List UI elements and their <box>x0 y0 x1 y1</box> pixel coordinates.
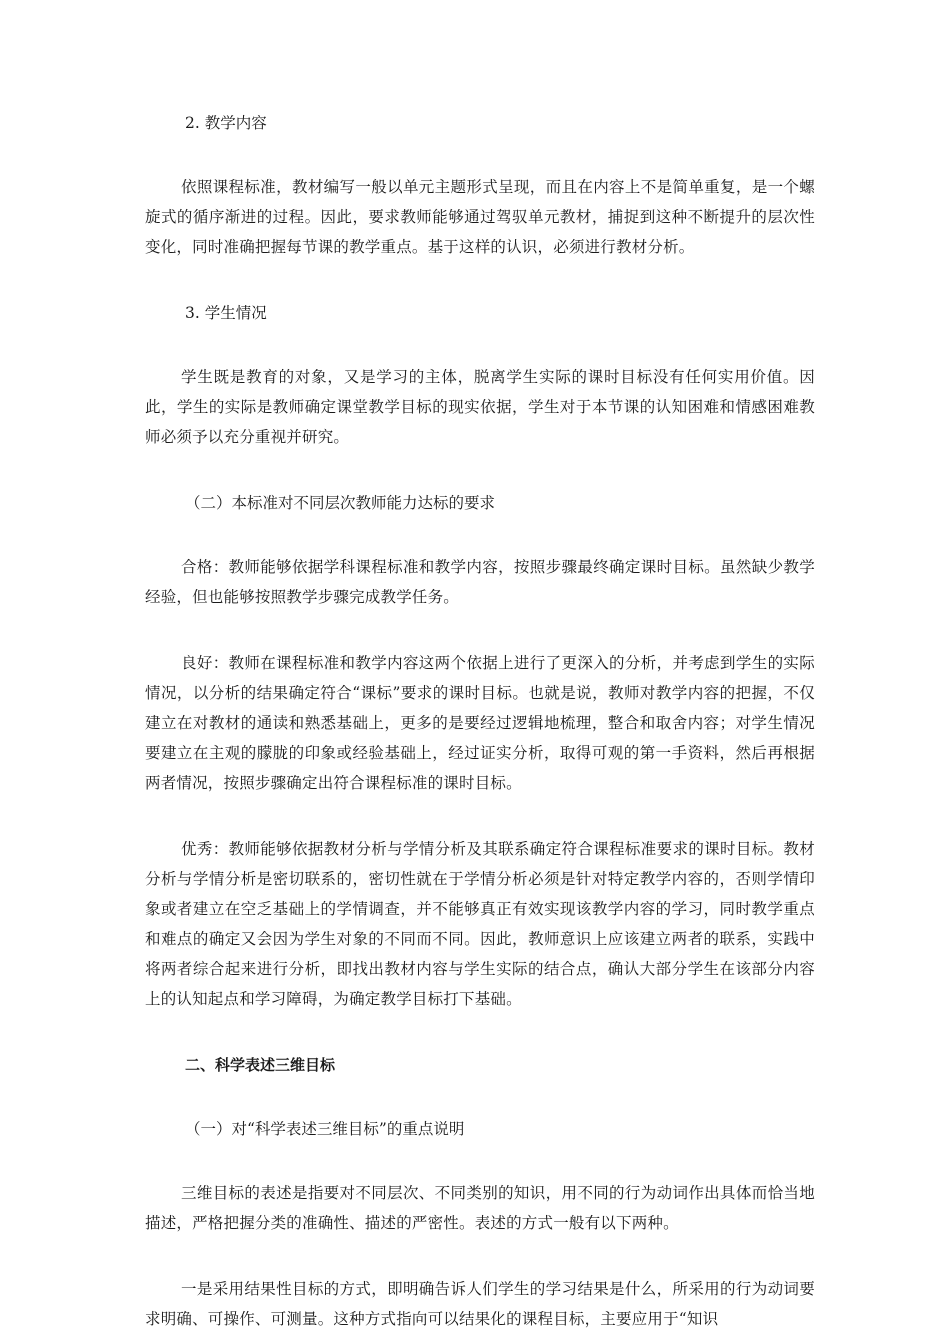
paragraph-method-one: 一是采用结果性目标的方式，即明确告诉人们学生的学习结果是什么，所采用的行为动词要求明确、可操作、可测量。这种方式指向可以结果化的课程目标，主要应用于“知识 <box>145 1280 815 1328</box>
document-body <box>145 108 815 1334</box>
paragraph-student-situation: 学生既是教育的对象，又是学习的主体，脱离学生实际的课时目标没有任何实用价值。因此，学生的实际是教师确定课堂教学目标的现实依据，学生对于本节课的认知困难和情感困难教师必须予以充分重视并研究。 <box>145 368 815 446</box>
paragraph-level-pass: 合格：教师能够依据学科课程标准和教学内容，按照步骤最终确定课时目标。虽然缺少教学经验，但也能够按照教学步骤完成教学任务。 <box>145 558 815 606</box>
heading-three-dimensional-goals: 二、科学表述三维目标 <box>185 1056 336 1074</box>
heading-level-requirements: （二）本标准对不同层次教师能力达标的要求 <box>185 494 496 512</box>
paragraph-level-excellent: 优秀：教师能够依据教材分析与学情分析及其联系确定符合课程标准要求的课时目标。教材分析与学情分析是密切联系的，密切性就在于学情分析必须是针对特定教学内容的，否则学情印象或者建立在空乏基础上的学情调查，并不能够真正有效实现该教学内容的学习，同时教学重点和难点的确定又会因为学生对象的不同而不同。因此，教师意识上应该建立两者的联系，实践中将两者综合起来进行分析，即找出教材内容与学生实际的结合点，确认大部分学生在该部分内容上的认知起点和学习障碍，为确定教学目标打下基础。 <box>145 840 815 1008</box>
heading-goals-key-points: （一）对“科学表述三维目标”的重点说明 <box>185 1120 465 1138</box>
heading-teaching-content: 2. 教学内容 <box>185 114 267 132</box>
paragraph-teaching-content: 依照课程标准，教材编写一般以单元主题形式呈现，而且在内容上不是简单重复，是一个螺旋式的循序渐进的过程。因此，要求教师能够通过驾驭单元教材，捕捉到这种不断提升的层次性变化，同时准确把握每节课的教学重点。基于这样的认识，必须进行教材分析。 <box>145 178 815 256</box>
paragraph-goals-description: 三维目标的表述是指要对不同层次、不同类别的知识，用不同的行为动词作出具体而恰当地描述，严格把握分类的准确性、描述的严密性。表述的方式一般有以下两种。 <box>145 1184 815 1232</box>
paragraph-level-good: 良好：教师在课程标准和教学内容这两个依据上进行了更深入的分析，并考虑到学生的实际情况，以分析的结果确定符合“课标”要求的课时目标。也就是说，教师对教学内容的把握，不仅建立在对教材的通读和熟悉基础上，更多的是要经过逻辑地梳理，整合和取舍内容；对学生情况要建立在主观的朦胧的印象或经验基础上，经过证实分析，取得可观的第一手资料，然后再根据两者情况，按照步骤确定出符合课程标准的课时目标。 <box>145 654 815 792</box>
heading-student-situation: 3. 学生情况 <box>185 304 267 322</box>
